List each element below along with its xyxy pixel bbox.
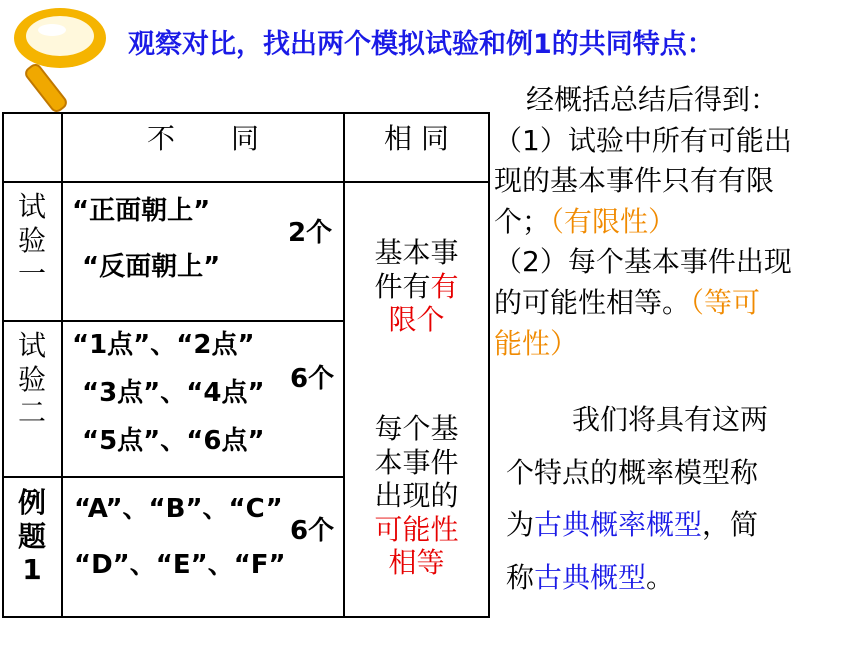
example-1-count: 6个 — [290, 516, 335, 546]
summary-point-1a: （1）试验中所有可能出 — [494, 123, 792, 157]
conclusion-line-4: 称古典概型。 — [506, 560, 675, 594]
trial-2-outcomes-2: “3点”、“4点” — [82, 378, 265, 408]
row-label-trial-1: 试 验 一 — [17, 190, 46, 291]
summary-point-1c: 个；（有限性） — [494, 204, 677, 238]
header-different: 不 同 — [146, 122, 259, 155]
conclusion-line-1: 我们将具有这两 — [572, 403, 769, 436]
conclusion-block — [506, 394, 856, 605]
summary-point-2c: 能性） — [494, 326, 579, 360]
summary-block — [494, 80, 860, 364]
same-finite: 基本事 件有有 限个 — [374, 236, 459, 337]
row-label-example-1: 例 题 1 — [17, 486, 46, 587]
trial-1-count: 2个 — [288, 218, 333, 248]
conclusion-line-2: 个特点的概率模型称 — [506, 455, 759, 489]
header-same: 相 同 — [384, 122, 449, 155]
summary-point-2a: （2）每个基本事件出现 — [494, 245, 792, 279]
magnifier-icon — [0, 0, 125, 125]
trial-2-outcomes-1: “1点”、“2点” — [72, 330, 255, 360]
example-1-outcomes-2: “D”、“E”、“F” — [74, 550, 286, 580]
summary-intro: 经概括总结后得到： — [526, 83, 779, 116]
trial-2-outcomes-3: “5点”、“6点” — [82, 426, 265, 456]
example-1-outcomes-1: “A”、“B”、“C” — [74, 494, 283, 524]
same-equally-likely: 每个基 本事件 出现的 可能性 相等 — [374, 412, 459, 580]
comparison-table — [2, 112, 490, 618]
summary-point-2b: 的可能性相等。（等可 — [494, 285, 761, 319]
row-label-trial-2: 试 验 二 — [17, 329, 46, 430]
page-title: 观察对比，找出两个模拟试验和例1的共同特点： — [128, 29, 714, 60]
trial-1-outcome-heads: “正面朝上” — [72, 196, 211, 226]
trial-2-count: 6个 — [290, 364, 335, 394]
conclusion-line-3: 为古典概率概型，简 — [506, 508, 759, 542]
summary-point-1b: 现的基本事件只有有限 — [494, 164, 775, 198]
trial-1-outcome-tails: “反面朝上” — [82, 252, 221, 282]
